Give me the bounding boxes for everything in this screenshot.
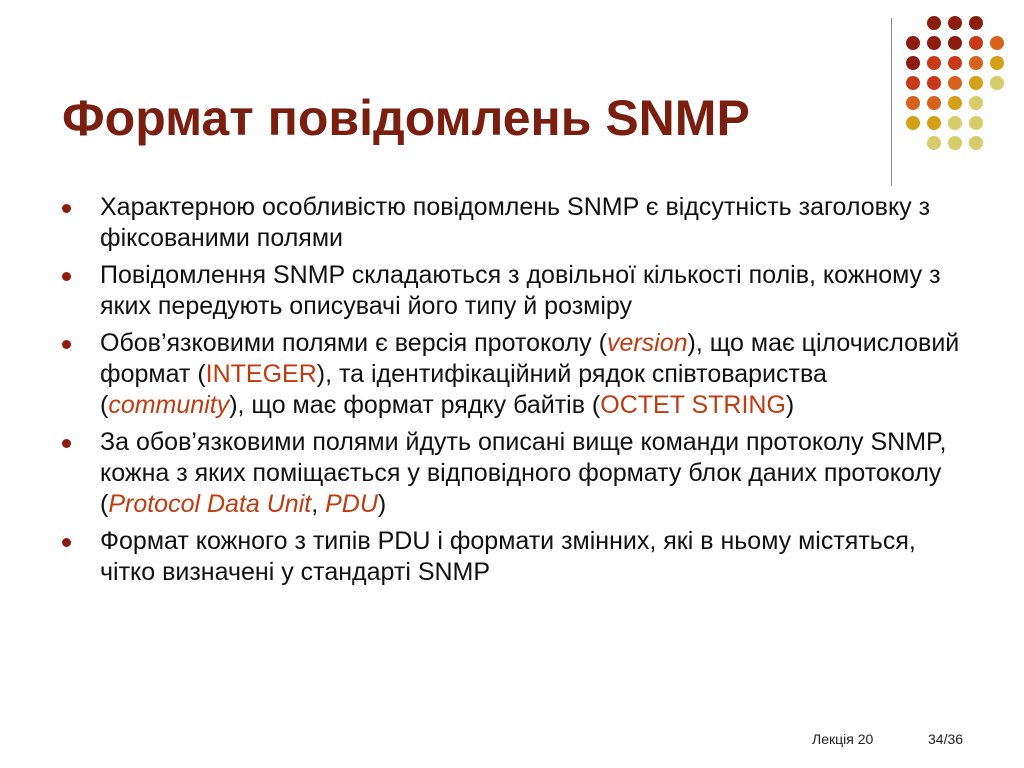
bullet-dot-icon xyxy=(62,439,71,448)
highlighted-term: OCTET STRING xyxy=(600,391,786,419)
highlighted-term: community xyxy=(108,391,230,419)
highlighted-term: PDU xyxy=(325,490,378,518)
decorative-dot xyxy=(969,16,983,30)
bullet-item xyxy=(62,427,962,520)
decorative-dot xyxy=(969,76,983,90)
bullet-text: Обов’язковими полями є версія протоколу ( xyxy=(100,329,607,357)
highlighted-term: INTEGER xyxy=(205,360,317,388)
decorative-dot xyxy=(990,76,1004,90)
decorative-dot xyxy=(969,36,983,50)
bullet-dot-icon xyxy=(62,538,71,547)
bullet-item xyxy=(62,192,962,254)
bullet-text: Формат кожного з типів PDU і формати змінних, які в ньому містяться, чітко визначені у стандарті SNMP xyxy=(100,527,916,586)
decorative-dot xyxy=(927,36,941,50)
footer-page-number: 34/36 xyxy=(928,731,964,747)
bullet-text: ) xyxy=(377,490,387,518)
bullet-text: За обов’язковими полями йдуть описані вище команди протоколу SNMP, кожна з яких поміщається у відповідного формату блок даних протоколу ( xyxy=(100,428,947,518)
decorative-dot xyxy=(948,96,962,110)
decorative-dot xyxy=(948,116,962,130)
decorative-dot xyxy=(906,56,920,70)
bullet-dot-icon xyxy=(62,272,71,281)
highlighted-term: Protocol Data Unit xyxy=(108,490,312,518)
divider-line xyxy=(891,18,892,186)
decorative-dot xyxy=(927,76,941,90)
decorative-dot xyxy=(906,76,920,90)
decorative-dot xyxy=(969,136,983,150)
decorative-dot xyxy=(969,116,983,130)
bullet-list xyxy=(62,192,962,594)
bullet-text: , xyxy=(311,490,326,518)
decorative-dot xyxy=(927,96,941,110)
bullet-text: Повідомлення SNMP складаються з довільної кількості полів, кожному з яких передують описувачі його типу й розміру xyxy=(100,261,941,320)
footer-lecture: Лекція 20 xyxy=(812,731,874,747)
bullet-text: ), що має цілочисловий формат ( xyxy=(100,329,960,388)
bullet-text: ), що має формат рядку байтів ( xyxy=(229,391,601,419)
slide-title: Формат повідомлень SNMP xyxy=(62,90,750,146)
decorative-dot xyxy=(990,56,1004,70)
decorative-dot xyxy=(948,16,962,30)
bullet-dot-icon xyxy=(62,340,71,349)
decorative-dot xyxy=(948,56,962,70)
decorative-dot xyxy=(906,36,920,50)
bullet-text: ) xyxy=(785,391,795,419)
decorative-dot xyxy=(990,36,1004,50)
decorative-dot xyxy=(969,96,983,110)
bullet-item xyxy=(62,328,962,421)
bullet-item xyxy=(62,526,962,588)
decorative-dot xyxy=(969,56,983,70)
bullet-dot-icon xyxy=(62,204,71,213)
decorative-dot-grid xyxy=(904,14,1014,164)
decorative-dot xyxy=(948,136,962,150)
highlighted-term: version xyxy=(606,329,688,357)
decorative-dot xyxy=(948,76,962,90)
bullet-text: Характерною особливістю повідомлень SNMP є відсутність заголовку з фіксованими полями xyxy=(100,193,931,252)
bullet-text: ), та ідентифікаційний рядок співтовариства ( xyxy=(100,360,827,419)
decorative-dot xyxy=(906,116,920,130)
bullet-item xyxy=(62,260,962,322)
decorative-dot xyxy=(927,16,941,30)
decorative-dot xyxy=(906,96,920,110)
decorative-dot xyxy=(948,36,962,50)
decorative-dot xyxy=(927,136,941,150)
decorative-dot xyxy=(927,116,941,130)
decorative-dot xyxy=(927,56,941,70)
